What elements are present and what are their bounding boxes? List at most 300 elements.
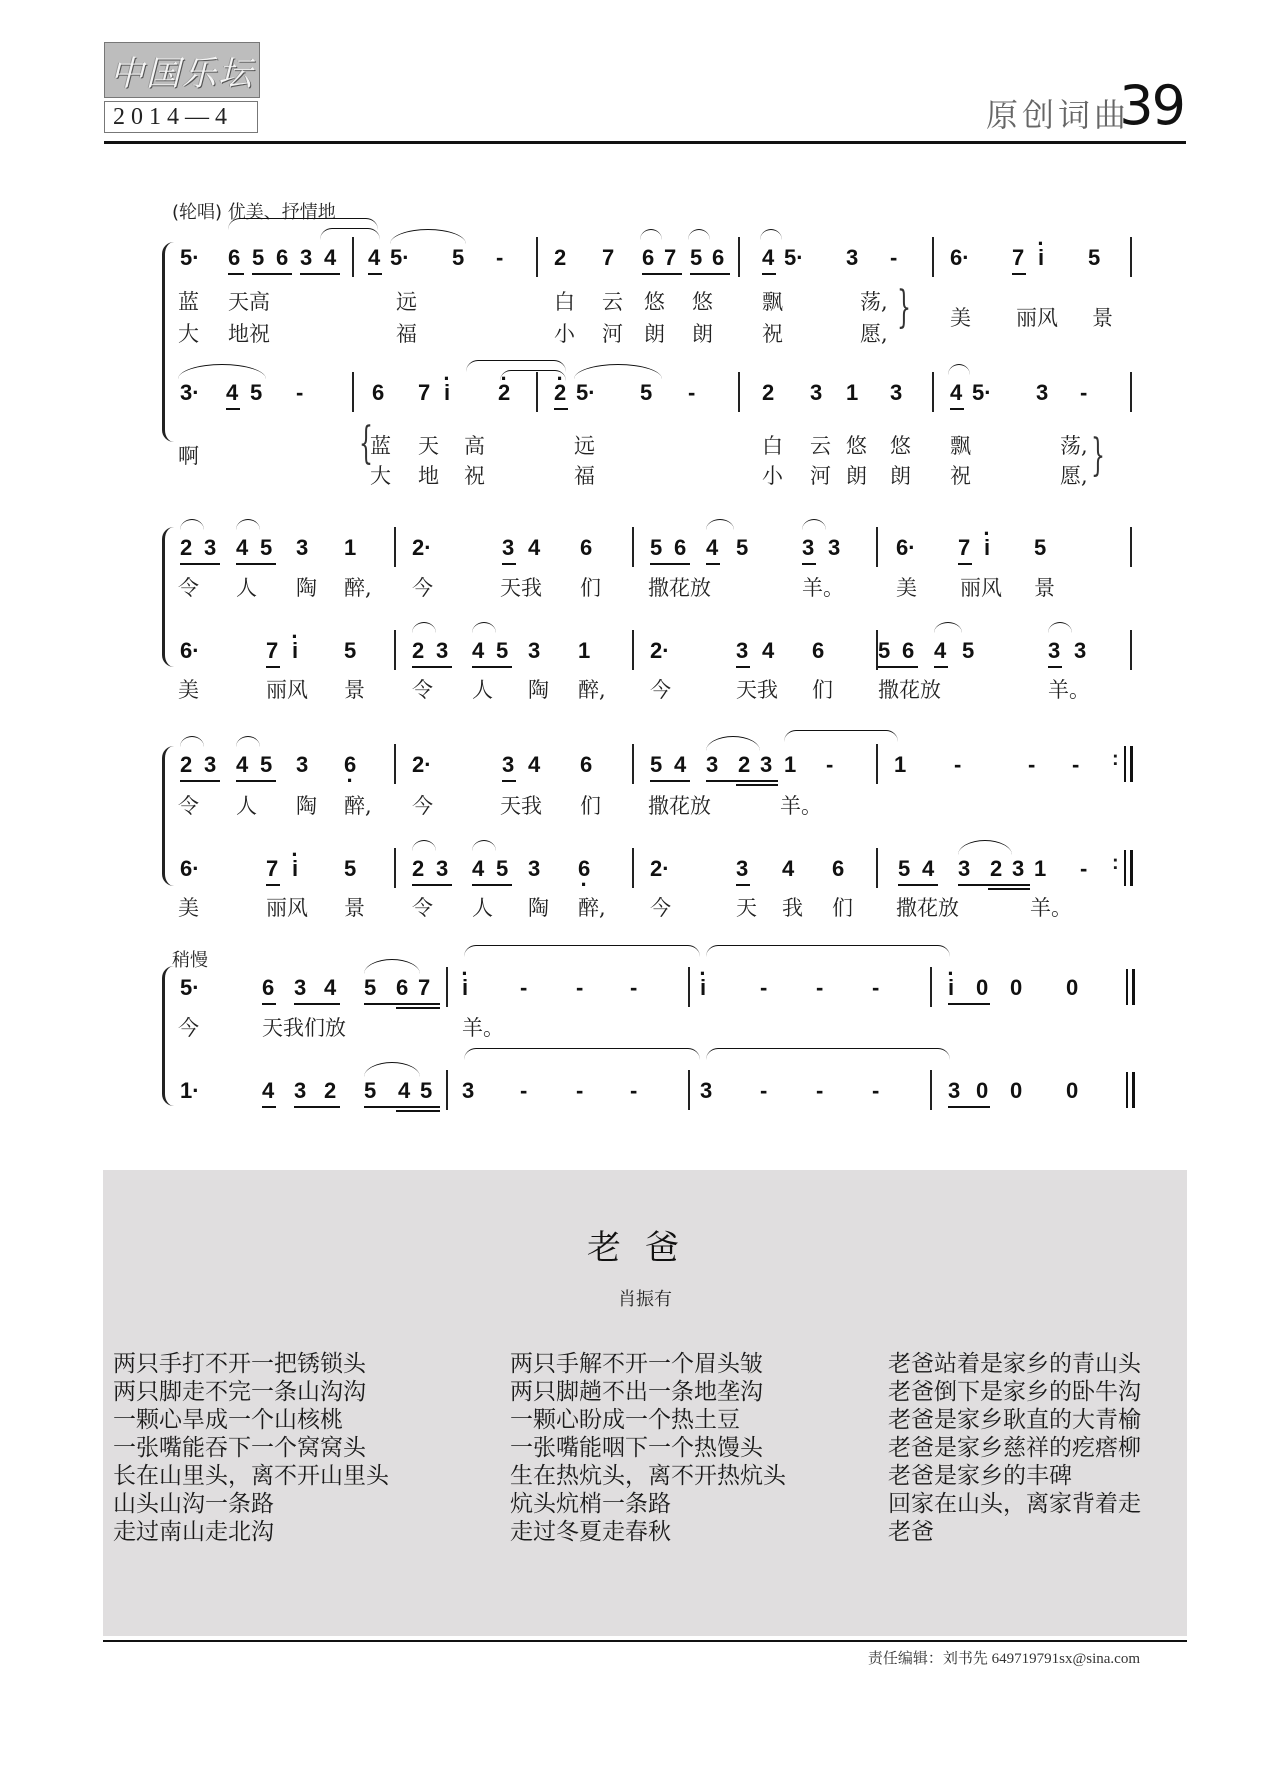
underline [396, 1007, 440, 1009]
underline [300, 273, 340, 275]
underline [502, 563, 516, 565]
note: 7 [602, 245, 615, 270]
note: 5 [690, 245, 703, 270]
slur [934, 622, 962, 633]
lyric: 远 [396, 290, 417, 314]
underline [252, 273, 292, 275]
barline [738, 237, 740, 277]
note: 0 [1066, 975, 1079, 1000]
lyric: 蓝 [370, 434, 391, 458]
underline [1012, 273, 1026, 275]
lyric: 撒花放 [878, 678, 941, 702]
note: 5 [420, 1078, 433, 1103]
note: 4 [528, 752, 541, 777]
poem-stanza-1 [113, 1350, 389, 1546]
slur [472, 622, 496, 633]
slur [706, 519, 734, 530]
lyric: 人 [472, 678, 493, 702]
lyric: 朗 [846, 464, 867, 488]
lyric: 羊。 [462, 1016, 504, 1040]
lyric: 们 [580, 794, 601, 818]
underline [736, 666, 750, 668]
note: 6 [674, 535, 687, 560]
lyric: 美 [178, 896, 199, 920]
note: 4 [934, 638, 947, 663]
note: 4 [472, 638, 485, 663]
poem-line: 老爸是家乡的丰碑 [888, 1463, 1072, 1489]
note: 3 [736, 638, 749, 663]
note: 5· [784, 245, 804, 270]
note: 7 [664, 245, 677, 270]
lyric: 朗 [644, 322, 665, 346]
underline [802, 563, 816, 565]
note: 1 [846, 380, 859, 405]
note: 1 [344, 535, 357, 560]
slur [236, 736, 260, 747]
note: 2 [762, 380, 775, 405]
note: 4 [324, 975, 337, 1000]
note: 2· [650, 856, 670, 881]
underline [898, 884, 938, 886]
note: 3 [948, 1078, 961, 1103]
underline [736, 784, 778, 786]
note: 0 [1010, 1078, 1023, 1103]
lyric: 大 [370, 464, 391, 488]
note: 5 [650, 535, 663, 560]
poem-author: 肖振有 [618, 1289, 672, 1310]
note: 3· [180, 380, 200, 405]
poem-line: 两只手打不开一把锈锁头 [113, 1351, 366, 1377]
lyric: 荡, [860, 290, 888, 314]
poem-line: 一张嘴能吞下一个窝窝头 [113, 1435, 366, 1461]
note: 3 [706, 752, 719, 777]
note: - [890, 245, 898, 270]
poem-line: 山头山沟一条路 [113, 1491, 274, 1517]
lyric: 河 [602, 322, 623, 346]
note: 3 [958, 856, 971, 881]
lyric: 人 [472, 896, 493, 920]
underline [706, 563, 720, 565]
poem-line: 老爸站着是家乡的青山头 [888, 1351, 1141, 1377]
slur [706, 736, 760, 751]
lyric: 今 [650, 896, 671, 920]
note: 3 [502, 752, 515, 777]
lyric: 啊 [178, 444, 199, 468]
lyric: 白 [554, 290, 575, 314]
note: · i [292, 856, 298, 882]
note: 5 [344, 856, 357, 881]
barline [394, 744, 396, 784]
poem-line: 老爸是家乡慈祥的疙瘩柳 [888, 1435, 1141, 1461]
underline [412, 666, 452, 668]
note: - [496, 245, 504, 270]
lyric: 荡, [1060, 434, 1088, 458]
barline [1126, 1072, 1128, 1108]
underline [554, 408, 568, 410]
note: - [630, 1078, 638, 1103]
note: 2 [738, 752, 751, 777]
barline [1124, 746, 1126, 782]
slur [364, 1062, 420, 1077]
note: 3 [1074, 638, 1087, 663]
lyric: 令 [178, 576, 199, 600]
barline [876, 527, 878, 567]
note: 7 [958, 535, 971, 560]
barline [632, 527, 634, 567]
barline [632, 848, 634, 888]
poem-line: 长在山里头，离不开山里头 [113, 1463, 389, 1489]
note: 3 [462, 1078, 475, 1103]
note: 3 [890, 380, 903, 405]
note: 2 [990, 856, 1003, 881]
underline [948, 1106, 990, 1108]
lyric: 天我 [736, 678, 778, 702]
lyric: 地祝 [228, 322, 270, 346]
note: 1 [784, 752, 797, 777]
note: 7 [266, 638, 279, 663]
note: 4 [762, 638, 775, 663]
barline [930, 1070, 932, 1110]
note: 5· [180, 975, 200, 1000]
slur [958, 840, 1012, 855]
note: 6 [812, 638, 825, 663]
underline [958, 563, 972, 565]
lyric: 云 [810, 434, 831, 458]
final-barline [1130, 746, 1133, 782]
slur [236, 519, 260, 530]
note: 4 [368, 245, 381, 270]
note: 4 [262, 1078, 275, 1103]
note: 5 [364, 1078, 377, 1103]
note: 4 [226, 380, 239, 405]
note: 6 [712, 245, 725, 270]
note: 5 [496, 856, 509, 881]
barline [632, 744, 634, 784]
barline [738, 372, 740, 412]
note: · 2 [498, 380, 510, 406]
lyric: 陶 [528, 678, 549, 702]
slur [364, 959, 420, 974]
underline [642, 273, 682, 275]
poem-line: 炕头炕梢一条路 [510, 1491, 671, 1517]
note: 4 [528, 535, 541, 560]
lyric: 朗 [692, 322, 713, 346]
lyric: 蓝 [178, 290, 199, 314]
barline [876, 848, 878, 888]
tie [706, 1048, 950, 1061]
lyric: 天 [418, 434, 439, 458]
note: 6 [832, 856, 845, 881]
lyric: 丽风 [266, 678, 308, 702]
barline [1126, 969, 1128, 1005]
poem-line: 老爸 [888, 1519, 934, 1545]
lyric: 天我 [500, 794, 542, 818]
poem-line: 回家在山头，离家背着走 [888, 1491, 1141, 1517]
slur [574, 364, 662, 379]
lyric: 撒花放 [896, 896, 959, 920]
note: 5 [650, 752, 663, 777]
lyric: 天 [736, 896, 757, 920]
lyric: 羊。 [1030, 896, 1072, 920]
poem-line: 一颗心盼成一个热土豆 [510, 1407, 740, 1433]
note: 3 [760, 752, 773, 777]
note: 3 [1036, 380, 1049, 405]
underline [878, 666, 918, 668]
lyric: 撒花放 [648, 794, 711, 818]
note: 4 [950, 380, 963, 405]
note: - [1072, 752, 1080, 777]
underline [180, 563, 220, 565]
note: 6 [580, 535, 593, 560]
final-barline [1130, 850, 1133, 886]
header-rule [104, 141, 1186, 144]
lyric: 天高 [228, 290, 270, 314]
slur [180, 519, 204, 530]
lyric: 令 [412, 678, 433, 702]
barline [394, 630, 396, 670]
barline [932, 237, 934, 277]
barline [688, 1070, 690, 1110]
note: 2· [412, 535, 432, 560]
magazine-logo: 中国乐坛 [104, 42, 260, 98]
note: 5· [972, 380, 992, 405]
lyric: 景 [1092, 306, 1113, 330]
note: · 2 [554, 380, 566, 406]
note: - [296, 380, 304, 405]
note: 5 [736, 535, 749, 560]
lyric: 飘 [762, 290, 783, 314]
slur [178, 364, 266, 379]
note: - [816, 975, 824, 1000]
barline [1130, 237, 1132, 277]
poem-line: 生在热炕头，离不开热炕头 [510, 1463, 786, 1489]
note: 4 [782, 856, 795, 881]
note: 5 [452, 245, 465, 270]
repeat-dots: : [1112, 852, 1119, 874]
lyric: 天我 [500, 576, 542, 600]
note: 2 [324, 1078, 337, 1103]
note: 1 [894, 752, 907, 777]
note: 4 [472, 856, 485, 881]
underline [958, 884, 1030, 886]
lyric: 远 [574, 434, 595, 458]
poem-line: 走过南山走北沟 [113, 1519, 274, 1545]
note: - [872, 975, 880, 1000]
note: 1 [1034, 856, 1047, 881]
poem-line: 老爸是家乡耿直的大青榆 [888, 1407, 1141, 1433]
final-barline [1132, 969, 1135, 1005]
underline [650, 780, 690, 782]
note: 7 [1012, 245, 1025, 270]
slur [412, 840, 436, 851]
underline [236, 780, 276, 782]
lyric: 今 [412, 794, 433, 818]
underline [180, 780, 220, 782]
underline [650, 563, 690, 565]
note: 6 [642, 245, 655, 270]
barline [930, 967, 932, 1007]
note: 6· [950, 245, 970, 270]
lyric: 陶 [528, 896, 549, 920]
underline [266, 884, 280, 886]
slur [948, 364, 970, 375]
note: 0 [1010, 975, 1023, 1000]
note: 3 [436, 856, 449, 881]
lyric: 景 [1034, 576, 1055, 600]
tie [706, 945, 950, 958]
slur [760, 229, 782, 240]
note: 1 [578, 638, 591, 663]
underline [736, 884, 750, 886]
lyric: 大 [178, 322, 199, 346]
barline [536, 237, 538, 277]
underline [262, 1106, 276, 1108]
note: - [954, 752, 962, 777]
note: 3 [294, 975, 307, 1000]
note: 2 [180, 535, 193, 560]
lyric: 悠 [692, 290, 713, 314]
slur [802, 519, 826, 530]
lyric: 悠 [846, 434, 867, 458]
tie [320, 228, 380, 241]
note: 3 [294, 1078, 307, 1103]
lyric: 地 [418, 464, 439, 488]
lyric: 丽风 [1016, 306, 1058, 330]
underline [364, 1003, 440, 1005]
note: 3 [846, 245, 859, 270]
note: 5 [898, 856, 911, 881]
note: · i [444, 380, 450, 406]
note: 4 [706, 535, 719, 560]
lyric: 景 [344, 678, 365, 702]
poem-line: 一颗心旱成一个山核桃 [113, 1407, 343, 1433]
slur [640, 229, 662, 240]
note: - [872, 1078, 880, 1103]
note: - [520, 975, 528, 1000]
underline [1048, 666, 1062, 668]
note: - [1080, 856, 1088, 881]
note: 0 [976, 1078, 989, 1103]
barline [446, 967, 448, 1007]
editor-credit: 责任编辑：刘书先 649719791sx@sina.com [867, 1651, 1140, 1667]
note: 2· [650, 638, 670, 663]
lyric: 悠 [644, 290, 665, 314]
note: 4 [398, 1078, 411, 1103]
lyric: 人 [236, 576, 257, 600]
note: · i [1038, 245, 1044, 271]
underline [228, 273, 244, 275]
barline [932, 372, 934, 412]
note: 6 [276, 245, 289, 270]
note: - [576, 1078, 584, 1103]
note: 6 [396, 975, 409, 1000]
note: 6 [580, 752, 593, 777]
note: 6 [902, 638, 915, 663]
note: 5 [344, 638, 357, 663]
note: 2· [412, 752, 432, 777]
note: 6· [180, 638, 200, 663]
underline [472, 884, 512, 886]
note: · i [700, 975, 706, 1001]
poem-line: 走过冬夏走春秋 [510, 1519, 671, 1545]
poem-line: 两只手解不开一个眉头皱 [510, 1351, 763, 1377]
note: · i [984, 535, 990, 561]
lyric: 撒花放 [648, 576, 711, 600]
note: 5 [1088, 245, 1101, 270]
underline [948, 1003, 990, 1005]
lyric: 美 [896, 576, 917, 600]
note: 6 · [344, 752, 356, 778]
lyric: 羊。 [1048, 678, 1090, 702]
note: - [760, 1078, 768, 1103]
note: 5 [640, 380, 653, 405]
barline [876, 630, 878, 670]
issue-label: 2014—4 [104, 101, 258, 133]
note: 4 [236, 752, 249, 777]
lyric: 今 [650, 678, 671, 702]
tie [464, 945, 700, 958]
underline [236, 563, 276, 565]
system-brace [162, 966, 175, 1106]
lyric: 福 [396, 322, 417, 346]
note: 4 [762, 245, 775, 270]
note: 3 [528, 638, 541, 663]
barline [688, 967, 690, 1007]
poem-stanza-2 [510, 1350, 786, 1546]
lyric-brace: } [897, 282, 911, 333]
lyric: 人 [236, 794, 257, 818]
poem-line: 两只脚走不完一条山沟沟 [113, 1379, 366, 1405]
barline [394, 527, 396, 567]
poem-line: 老爸倒下是家乡的卧牛沟 [888, 1379, 1141, 1405]
note: 1· [180, 1078, 200, 1103]
note: 3 [810, 380, 823, 405]
note: 4 [674, 752, 687, 777]
note: 3 [436, 638, 449, 663]
lyric: 祝 [762, 322, 783, 346]
lyric: 愿, [860, 322, 888, 346]
lyric: 今 [178, 1016, 199, 1040]
system-brace [162, 746, 175, 886]
lyric: 我 [782, 896, 803, 920]
note: 3 [828, 535, 841, 560]
slur [390, 229, 466, 244]
underline [706, 780, 778, 782]
lyric: 美 [950, 306, 971, 330]
lyric: 醉, [578, 896, 606, 920]
note: 2 [180, 752, 193, 777]
underline [294, 1106, 340, 1108]
note: 5 [878, 638, 891, 663]
note: 5 [496, 638, 509, 663]
tempo-marking: (轮唱) 优美、抒情地 [172, 202, 336, 223]
final-barline [1132, 1072, 1135, 1108]
underline [262, 1003, 276, 1005]
lyric: 愿, [1060, 464, 1088, 488]
lyric: 陶 [296, 576, 317, 600]
note: 5 [1034, 535, 1047, 560]
lyric: 悠 [890, 434, 911, 458]
slur [688, 229, 710, 240]
poem-stanza-3 [888, 1350, 1141, 1546]
note: - [630, 975, 638, 1000]
underline [364, 1106, 440, 1108]
footer-rule [103, 1640, 1187, 1642]
slur [180, 736, 204, 747]
note: 2 [554, 245, 567, 270]
note: 3 [296, 752, 309, 777]
note: 3 [204, 535, 217, 560]
